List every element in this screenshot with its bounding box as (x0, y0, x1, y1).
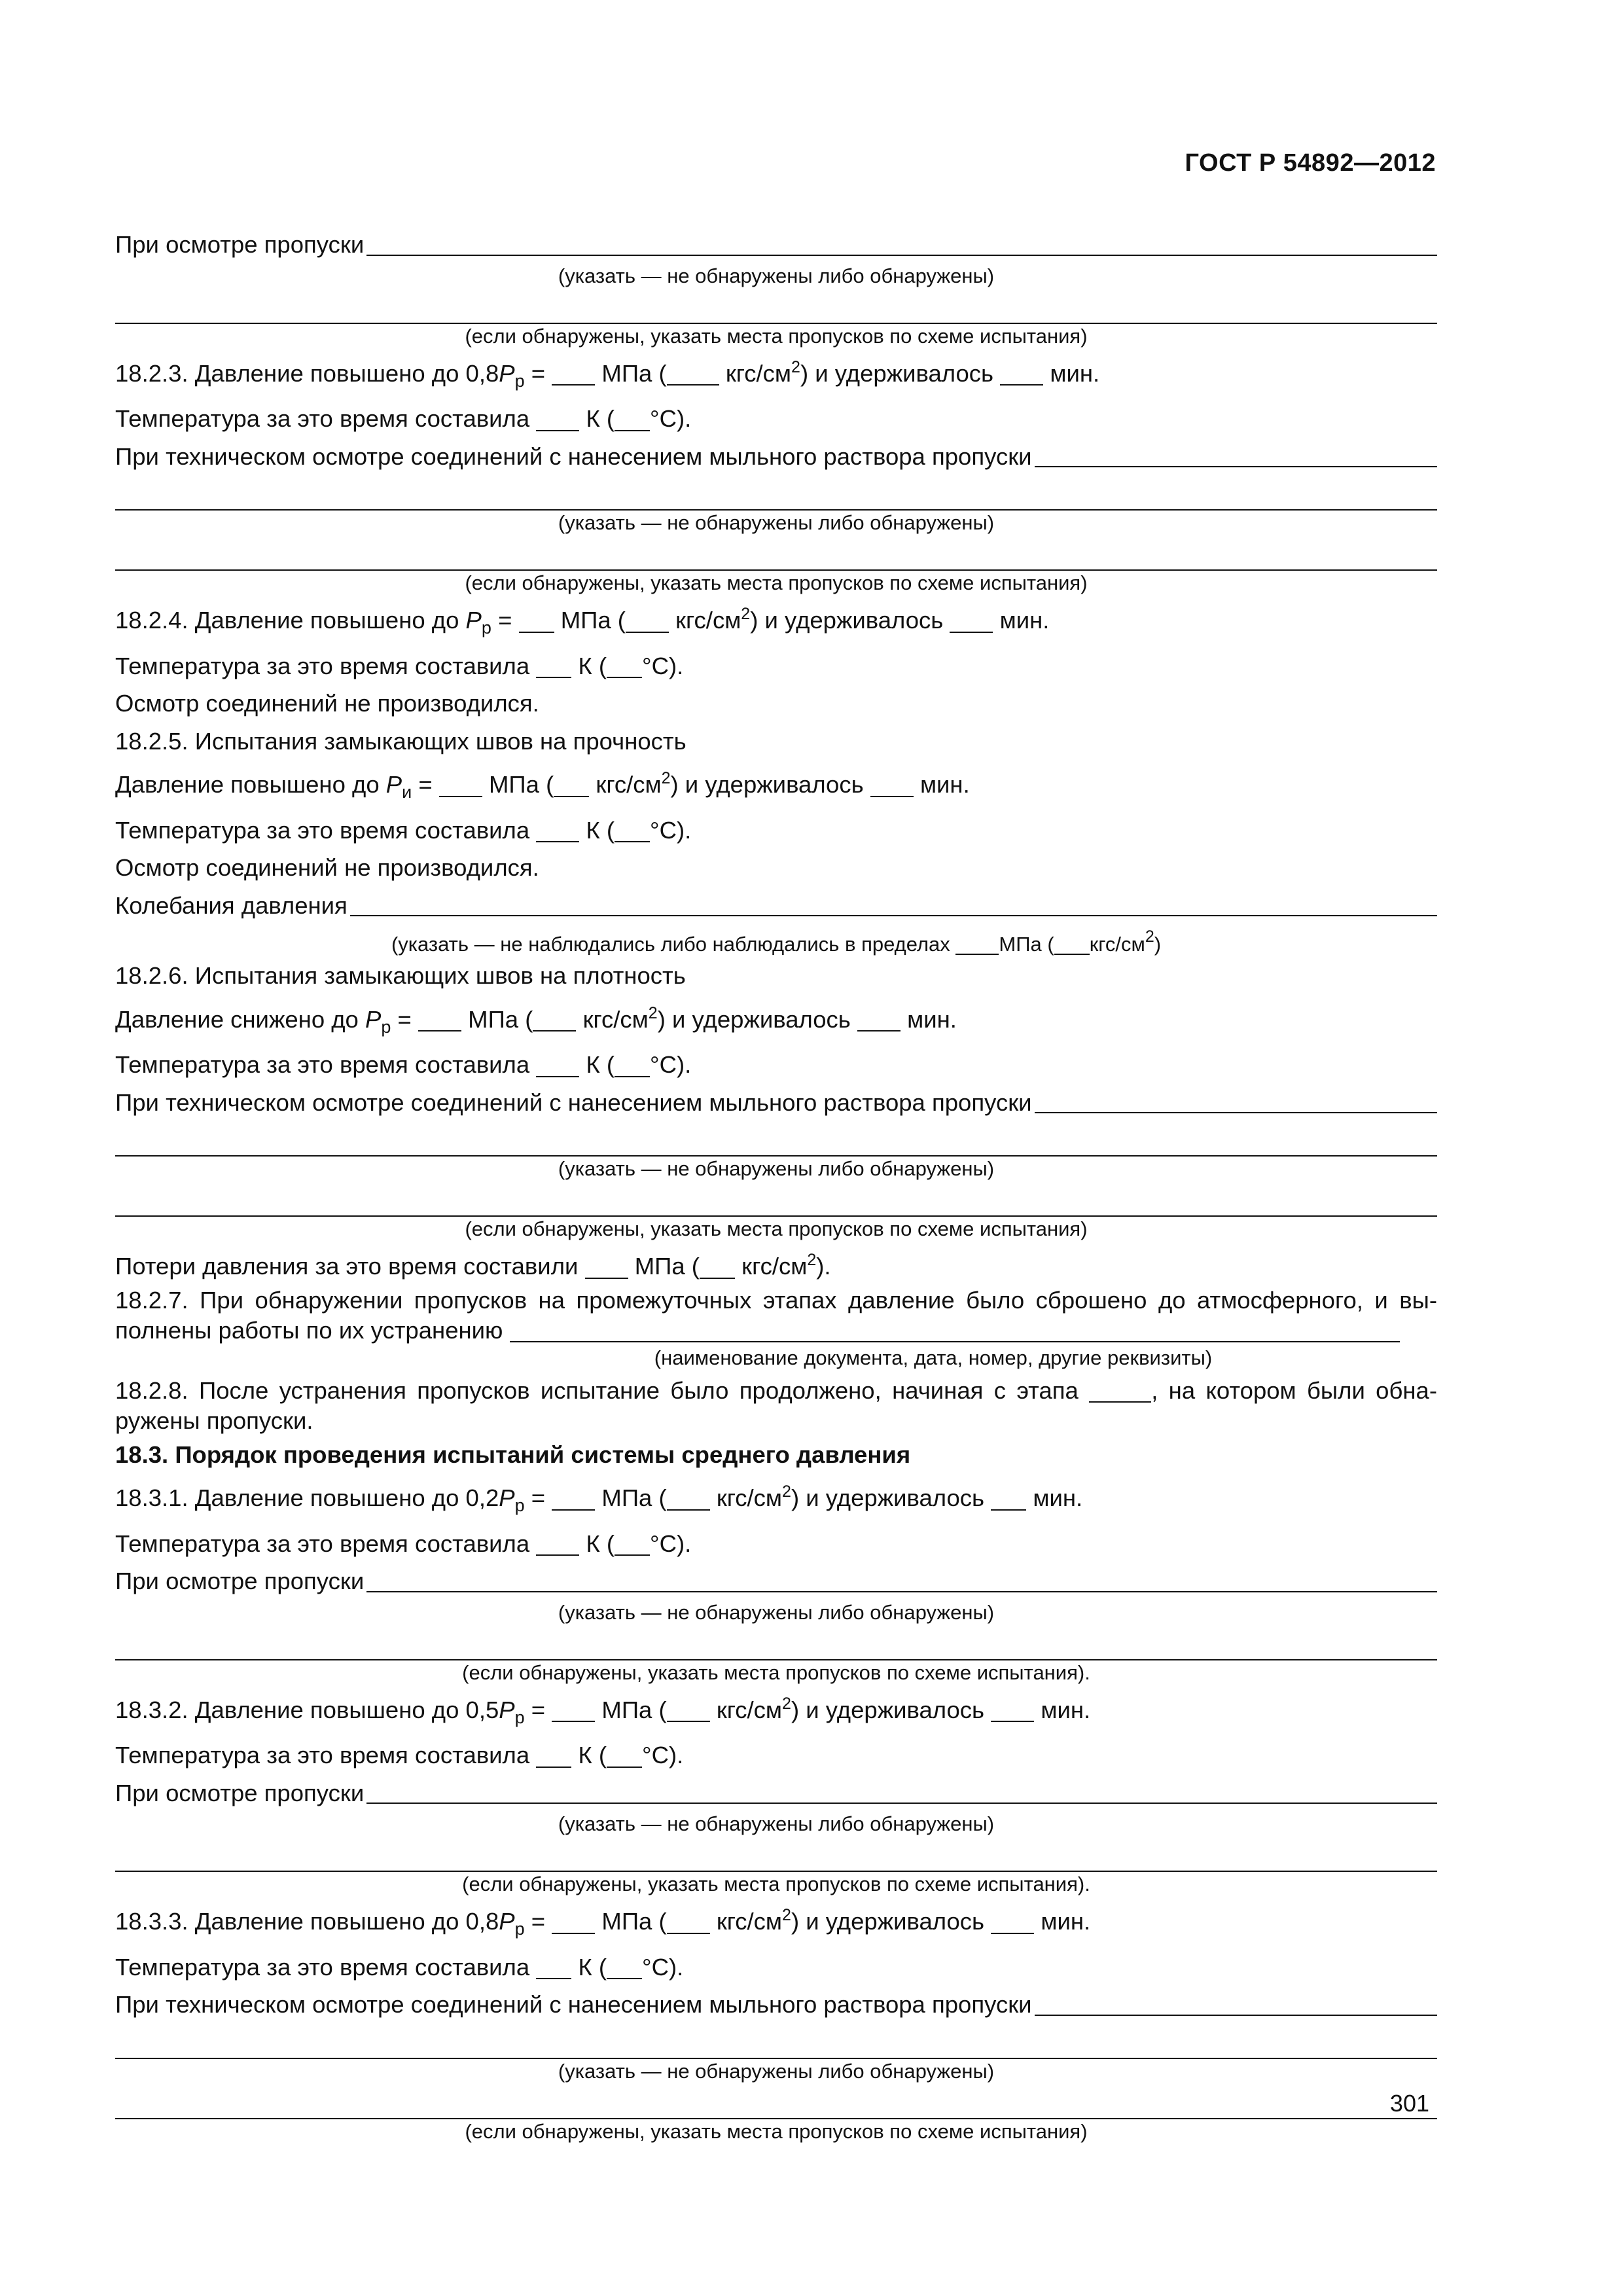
pressure-line: Давление повышено до $P_и$ = МПа ( кгс/$см^2$) и удерживалось мин. (115, 769, 970, 802)
blank[interactable] (615, 406, 650, 431)
blank[interactable] (1000, 361, 1043, 386)
section-18-3-heading: 18.3. Порядок проведения испытаний системы среднего давления (115, 1441, 911, 1468)
fill-line[interactable] (115, 1625, 1437, 1660)
blank[interactable] (585, 1253, 628, 1279)
hint: (указать — не обнаружены либо обнаружены) (558, 511, 995, 534)
fill-line[interactable] (366, 1779, 1437, 1804)
hint: (если обнаружены, указать места пропусков по схеме испытания) (465, 2119, 1088, 2143)
blank[interactable] (536, 1742, 571, 1768)
blank[interactable] (607, 1954, 642, 1980)
inspect-leaks-line (115, 226, 1437, 264)
blank[interactable] (552, 1697, 595, 1723)
fluct-line: Колебания давления (115, 887, 1437, 925)
form-body (115, 226, 1437, 2144)
hint: (указать — не обнаружены либо обнаружены) (558, 264, 995, 287)
blank[interactable] (552, 1485, 595, 1511)
hint: (если обнаружены, указать места пропусков по схеме испытания). (462, 1660, 1090, 1684)
blank[interactable] (607, 1742, 642, 1768)
blank[interactable] (615, 1052, 650, 1077)
blank[interactable] (950, 607, 993, 633)
blank[interactable] (615, 817, 650, 843)
blank[interactable] (536, 1954, 571, 1980)
fill-line[interactable] (115, 2084, 1437, 2119)
blank[interactable] (519, 607, 554, 633)
blank[interactable] (700, 1253, 735, 1279)
blank[interactable] (991, 1697, 1034, 1723)
section-18-2-7: 18.2.7. При обнаружении пропусков на промежуточных этапах давление было сброшено до атмосферного, и вы-полнены работы по их устранению (115, 1286, 1437, 1344)
blank[interactable] (991, 1909, 1034, 1934)
section-18-2-3: 18.2.3. Давление повышено до $0,8P_р$ = МПа ( кгс/$см^2$) и удерживалось мин. (115, 357, 1100, 391)
section-18-3-1: 18.3.1. Давление повышено до $0,2P_р$ = МПа ( кгс/$см^2$) и удерживалось мин. (115, 1482, 1083, 1515)
tech-inspect-line: При техническом осмотре соединений с нанесением мыльного раствора пропуски (115, 438, 1437, 476)
loss-line: Потери давления за это время составили МПа ( кгс/$см^2$). (115, 1251, 831, 1280)
inspect-leaks-line: При осмотре пропуски (115, 1562, 1437, 1600)
tech-inspect-line: При техническом осмотре соединений с нанесением мыльного раствора пропуски (115, 1986, 1437, 2024)
blank[interactable] (626, 607, 669, 633)
fill-line[interactable] (115, 289, 1437, 324)
section-18-2-5: 18.2.5. Испытания замыкающих швов на прочность (115, 727, 687, 755)
blank[interactable] (536, 817, 579, 843)
blank[interactable] (1089, 1378, 1151, 1403)
blank[interactable] (552, 361, 595, 386)
blank[interactable] (418, 1007, 461, 1032)
blank[interactable] (536, 1052, 579, 1077)
fill-line[interactable] (115, 2024, 1437, 2059)
hint: (указать — не обнаружены либо обнаружены) (558, 2059, 995, 2083)
blank[interactable] (991, 1485, 1026, 1511)
blank[interactable] (607, 653, 642, 679)
fill-line[interactable] (115, 1837, 1437, 1872)
fill-line[interactable] (366, 1568, 1437, 1592)
tech-inspect-line: При техническом осмотре соединений с нанесением мыльного раствора пропуски (115, 1084, 1437, 1122)
inspect-leaks-label: При осмотре пропуски (115, 231, 365, 258)
blank[interactable] (533, 1007, 576, 1032)
blank[interactable] (667, 1909, 710, 1934)
blank[interactable] (857, 1007, 901, 1032)
hint: (указать — не обнаружены либо обнаружены) (558, 1600, 995, 1624)
hint: (указать — не обнаружены либо обнаружены) (558, 1812, 995, 1835)
blank[interactable] (536, 1531, 579, 1556)
temp-line: Температура за это время составила К ( °С). (115, 1051, 692, 1078)
temp-line: Температура за это время составила К ( °С). (115, 405, 692, 432)
temp-line: Температура за это время составила К ( °С). (115, 1742, 684, 1768)
pressure-line: Давление снижено до $P_р$ = МПа ( кгс/$см^2$) и удерживалось мин. (115, 1003, 957, 1037)
blank[interactable] (1054, 933, 1090, 955)
blank[interactable] (870, 772, 914, 797)
document-header: ГОСТ Р 54892—2012 (1185, 149, 1436, 177)
hint: (если обнаружены, указать места пропусков по схеме испытания) (465, 324, 1088, 348)
hint: (указать — не обнаружены либо обнаружены) (558, 1157, 995, 1180)
section-18-2-6: 18.2.6. Испытания замыкающих швов на плотность (115, 962, 686, 989)
hint: (если обнаружены, указать места пропусков по схеме испытания) (465, 1217, 1088, 1240)
blank[interactable] (554, 772, 589, 797)
hint: (указать — не наблюдались либо наблюдались в пределах МПа ( кгс/$см^2$) (391, 927, 1162, 956)
fill-line[interactable] (366, 231, 1437, 256)
section-18-3-2: 18.3.2. Давление повышено до $0,5P_р$ = МПа ( кгс/$см^2$) и удерживалось мин. (115, 1694, 1091, 1727)
blank[interactable] (439, 772, 482, 797)
page-number: 301 (1389, 2090, 1429, 2117)
fill-line[interactable] (1035, 1088, 1437, 1113)
fill-line[interactable] (115, 535, 1437, 571)
blank[interactable] (536, 653, 571, 679)
blank[interactable] (667, 1485, 710, 1511)
blank[interactable] (536, 406, 579, 431)
blank[interactable] (955, 933, 999, 955)
section-18-2-4: 18.2.4. Давление повышено до $P_р$ = МПа ( кгс/$см^2$) и удерживалось мин. (115, 605, 1050, 637)
inspect-leaks-line: При осмотре пропуски (115, 1774, 1437, 1812)
blank[interactable] (510, 1318, 1400, 1343)
section-18-2-8: 18.2.8. После устранения пропусков испытание было продолжено, начиная с этапа , на котором были обна-ружены пропуски. (115, 1376, 1437, 1434)
temp-line: Температура за это время составила К ( °С). (115, 1530, 692, 1557)
hint: (если обнаружены, указать места пропусков по схеме испытания) (465, 571, 1088, 594)
fill-line[interactable] (115, 475, 1437, 511)
blank[interactable] (552, 1909, 595, 1934)
temp-line: Температура за это время составила К ( °С). (115, 816, 692, 844)
temp-line: Температура за это время составила К ( °С). (115, 1953, 684, 1981)
no-inspect-line: Осмотр соединений не производился. (115, 690, 539, 717)
fill-line[interactable] (1035, 442, 1437, 467)
fill-line[interactable] (115, 1121, 1437, 1157)
fill-line[interactable] (350, 891, 1437, 916)
fill-line[interactable] (115, 1181, 1437, 1217)
blank[interactable] (667, 1697, 710, 1723)
section-18-3-3: 18.3.3. Давление повышено до $0,8P_р$ = МПа ( кгс/$см^2$) и удерживалось мин. (115, 1906, 1091, 1939)
blank[interactable] (667, 361, 719, 386)
hint: (наименование документа, дата, номер, другие реквизиты) (654, 1346, 1213, 1369)
hint: (если обнаружены, указать места пропусков по схеме испытания). (462, 1873, 1090, 1895)
temp-line: Температура за это время составила К ( °С). (115, 652, 684, 679)
fill-line[interactable] (1035, 1991, 1437, 2016)
blank[interactable] (615, 1531, 650, 1556)
no-inspect-line: Осмотр соединений не производился. (115, 854, 539, 881)
